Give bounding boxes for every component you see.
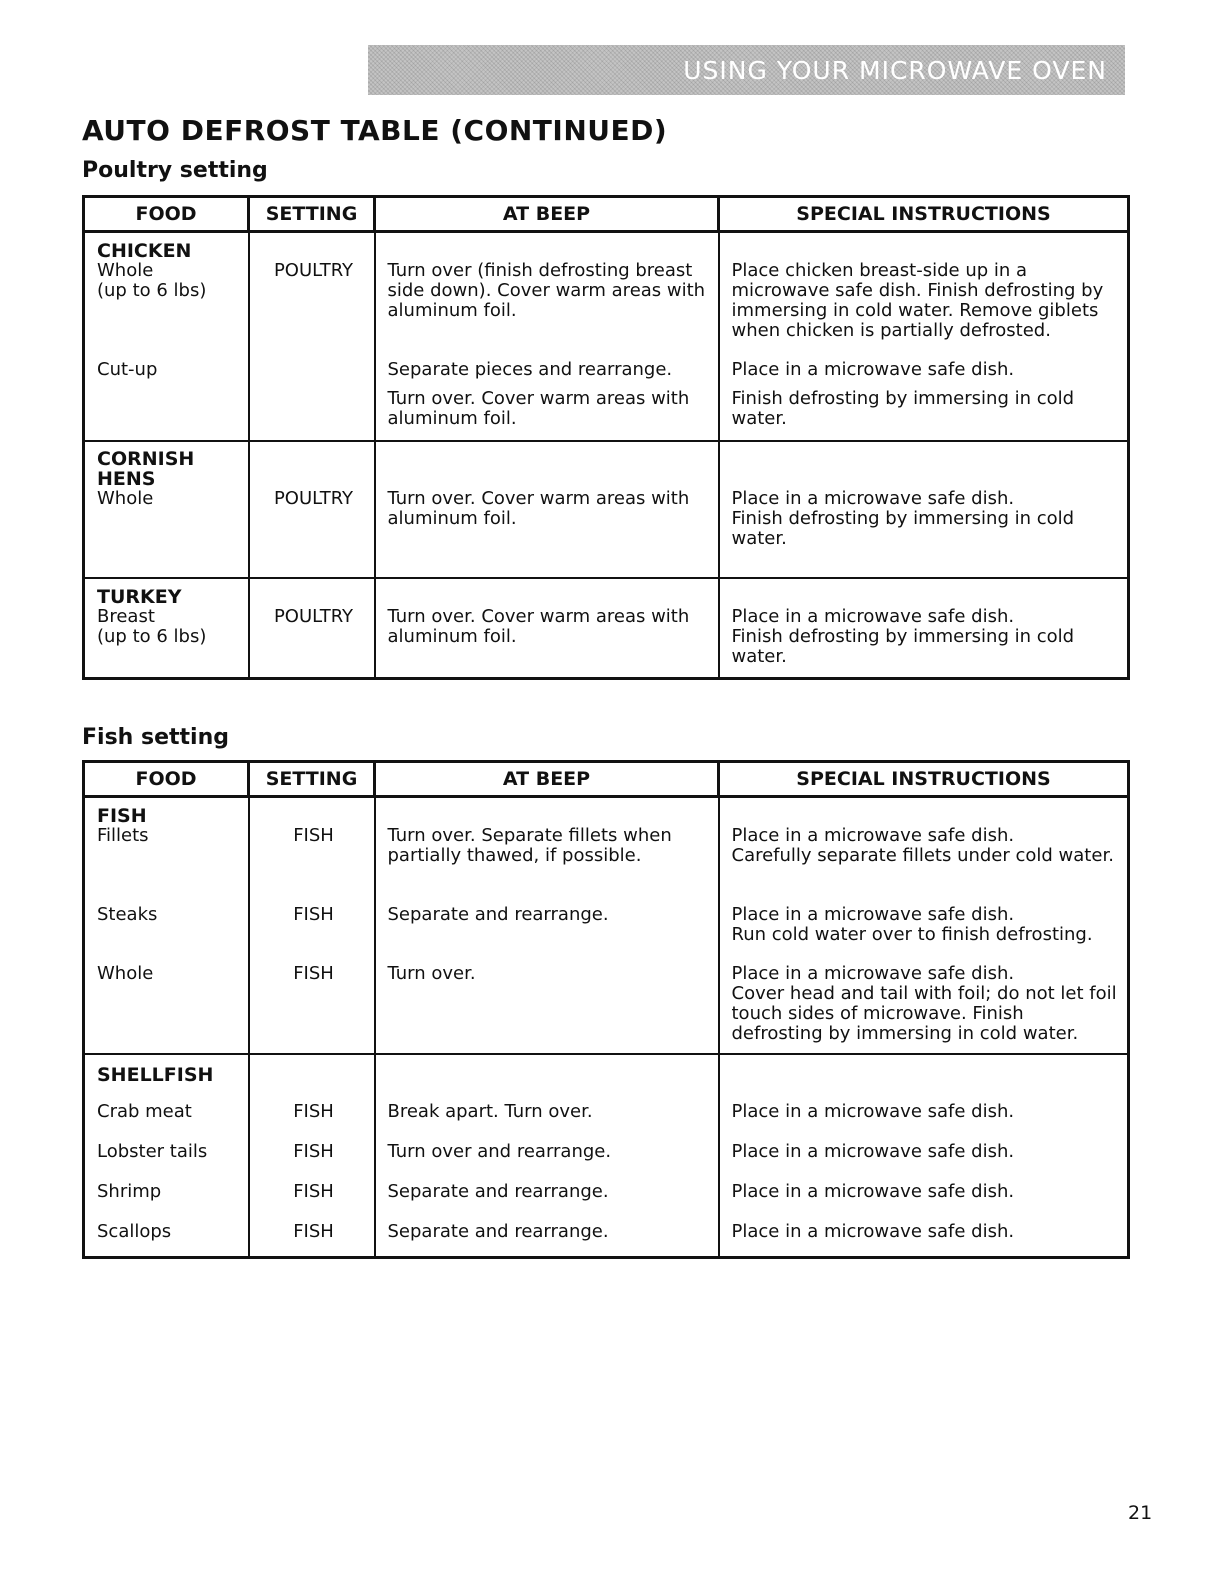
cornish-hens-group bbox=[84, 441, 1129, 578]
instructions-line: Place in a microwave safe dish. bbox=[731, 962, 1015, 984]
food-item: Lobster tails bbox=[84, 1134, 249, 1174]
table-row bbox=[84, 441, 1129, 578]
table-row bbox=[84, 341, 1129, 381]
instructions-line: Place in a microwave safe dish. bbox=[731, 488, 1015, 509]
column-header-at-beep: AT BEEP bbox=[375, 762, 719, 797]
table-row bbox=[84, 956, 1129, 1054]
at-beep-cell: Break apart. Turn over. bbox=[375, 1094, 719, 1134]
food-item: Breast bbox=[97, 606, 155, 627]
group-name-cornish: CORNISH bbox=[97, 448, 195, 470]
instructions-line: Finish defrosting by immersing in cold water. bbox=[731, 626, 1075, 667]
instructions-cell: Place in a microwave safe dish. bbox=[719, 1174, 1129, 1214]
at-beep-cell: Separate and rearrange. bbox=[375, 897, 719, 956]
section-banner bbox=[368, 45, 1125, 95]
at-beep-cell: Turn over. Cover warm areas with aluminum foil. bbox=[375, 578, 719, 678]
table-row bbox=[84, 381, 1129, 441]
instructions-cell: Place in a microwave safe dish. bbox=[719, 341, 1129, 381]
fish-table bbox=[82, 760, 1130, 1259]
food-item: Whole bbox=[84, 956, 249, 1054]
fish-group bbox=[84, 797, 1129, 1054]
column-header-setting: SETTING bbox=[249, 197, 375, 232]
food-item: Steaks bbox=[84, 897, 249, 956]
table-row bbox=[84, 1174, 1129, 1214]
setting-cell: FISH bbox=[249, 1174, 375, 1214]
setting-cell: POULTRY bbox=[249, 232, 375, 342]
setting-cell: POULTRY bbox=[249, 578, 375, 678]
instructions-line: Place in a microwave safe dish. bbox=[731, 903, 1015, 925]
food-item: Cut-up bbox=[84, 341, 249, 381]
setting-cell: FISH bbox=[249, 797, 375, 897]
column-header-special-instructions: SPECIAL INSTRUCTIONS bbox=[719, 197, 1129, 232]
at-beep-cell: Turn over (finish defrosting breast side down). Cover warm areas with aluminum foil. bbox=[375, 232, 719, 342]
food-item: Shrimp bbox=[84, 1174, 249, 1214]
food-quantity: (up to 6 lbs) bbox=[97, 626, 207, 647]
instructions-line: Cover head and tail with foil; do not let foil touch sides of microwave. Finish defrosting by immersing in cold water. bbox=[731, 982, 1117, 1044]
group-name-fish: FISH bbox=[97, 805, 147, 827]
setting-cell: FISH bbox=[249, 956, 375, 1054]
at-beep-cell: Turn over and rearrange. bbox=[375, 1134, 719, 1174]
banner-text: USING YOUR MICROWAVE OVEN bbox=[683, 55, 1107, 85]
instructions-line: Carefully separate fillets under cold water. bbox=[731, 845, 1114, 866]
at-beep-cell: Turn over. Separate fillets when partially thawed, if possible. bbox=[375, 797, 719, 897]
table-row bbox=[84, 1094, 1129, 1134]
instructions-line: Place in a microwave safe dish. bbox=[731, 825, 1015, 846]
at-beep-cell: Separate and rearrange. bbox=[375, 1214, 719, 1258]
poultry-table bbox=[82, 195, 1130, 680]
at-beep-cell: Turn over. Cover warm areas with aluminum foil. bbox=[375, 381, 719, 441]
table-row bbox=[84, 1214, 1129, 1258]
table-row bbox=[84, 1134, 1129, 1174]
table-row bbox=[84, 232, 1129, 342]
at-beep-cell: Separate pieces and rearrange. bbox=[375, 341, 719, 381]
column-header-food: FOOD bbox=[84, 762, 249, 797]
at-beep-cell: Separate and rearrange. bbox=[375, 1174, 719, 1214]
food-item: Crab meat bbox=[84, 1094, 249, 1134]
setting-cell: FISH bbox=[249, 1094, 375, 1134]
table-row bbox=[84, 897, 1129, 956]
table-row bbox=[84, 797, 1129, 897]
chicken-group bbox=[84, 232, 1129, 442]
table-row bbox=[84, 578, 1129, 678]
table-header-row bbox=[84, 762, 1129, 797]
setting-cell: FISH bbox=[249, 1214, 375, 1258]
page-number: 21 bbox=[1128, 1502, 1153, 1524]
column-header-setting: SETTING bbox=[249, 762, 375, 797]
at-beep-cell: Turn over. Cover warm areas with aluminum foil. bbox=[375, 441, 719, 578]
column-header-special-instructions: SPECIAL INSTRUCTIONS bbox=[719, 762, 1129, 797]
instructions-line: Place in a microwave safe dish. bbox=[731, 606, 1015, 627]
fish-section-title: Fish setting bbox=[82, 725, 229, 750]
shellfish-group bbox=[84, 1054, 1129, 1258]
setting-cell: FISH bbox=[249, 897, 375, 956]
group-name-chicken: CHICKEN bbox=[97, 240, 192, 262]
group-name-turkey: TURKEY bbox=[97, 586, 182, 608]
food-item: Whole bbox=[97, 488, 154, 509]
food-quantity: (up to 6 lbs) bbox=[97, 280, 207, 301]
instructions-cell: Place chicken breast-side up in a microwave safe dish. Finish defrosting by immersing in cold water. Remove giblets when chicken is partially defrosted. bbox=[719, 232, 1129, 342]
instructions-cell: Finish defrosting by immersing in cold water. bbox=[719, 381, 1129, 441]
food-item: Fillets bbox=[97, 825, 149, 846]
instructions-cell: Place in a microwave safe dish. bbox=[719, 1094, 1129, 1134]
instructions-cell: Place in a microwave safe dish. bbox=[719, 1214, 1129, 1258]
setting-cell: POULTRY bbox=[249, 441, 375, 578]
food-item: Whole bbox=[97, 260, 154, 281]
column-header-at-beep: AT BEEP bbox=[375, 197, 719, 232]
group-name-hens: HENS bbox=[97, 468, 156, 490]
page-title: AUTO DEFROST TABLE (CONTINUED) bbox=[82, 114, 668, 147]
group-name-shellfish: SHELLFISH bbox=[97, 1063, 214, 1086]
setting-cell: FISH bbox=[249, 1134, 375, 1174]
table-header-row bbox=[84, 197, 1129, 232]
instructions-cell: Place in a microwave safe dish. bbox=[719, 1134, 1129, 1174]
table-row bbox=[84, 1054, 1129, 1094]
instructions-line: Run cold water over to finish defrosting. bbox=[731, 923, 1093, 945]
instructions-line: Finish defrosting by immersing in cold water. bbox=[731, 508, 1075, 549]
poultry-section-title: Poultry setting bbox=[82, 158, 268, 183]
column-header-food: FOOD bbox=[84, 197, 249, 232]
food-item: Scallops bbox=[84, 1214, 249, 1258]
turkey-group bbox=[84, 578, 1129, 678]
at-beep-cell: Turn over. bbox=[375, 956, 719, 1054]
